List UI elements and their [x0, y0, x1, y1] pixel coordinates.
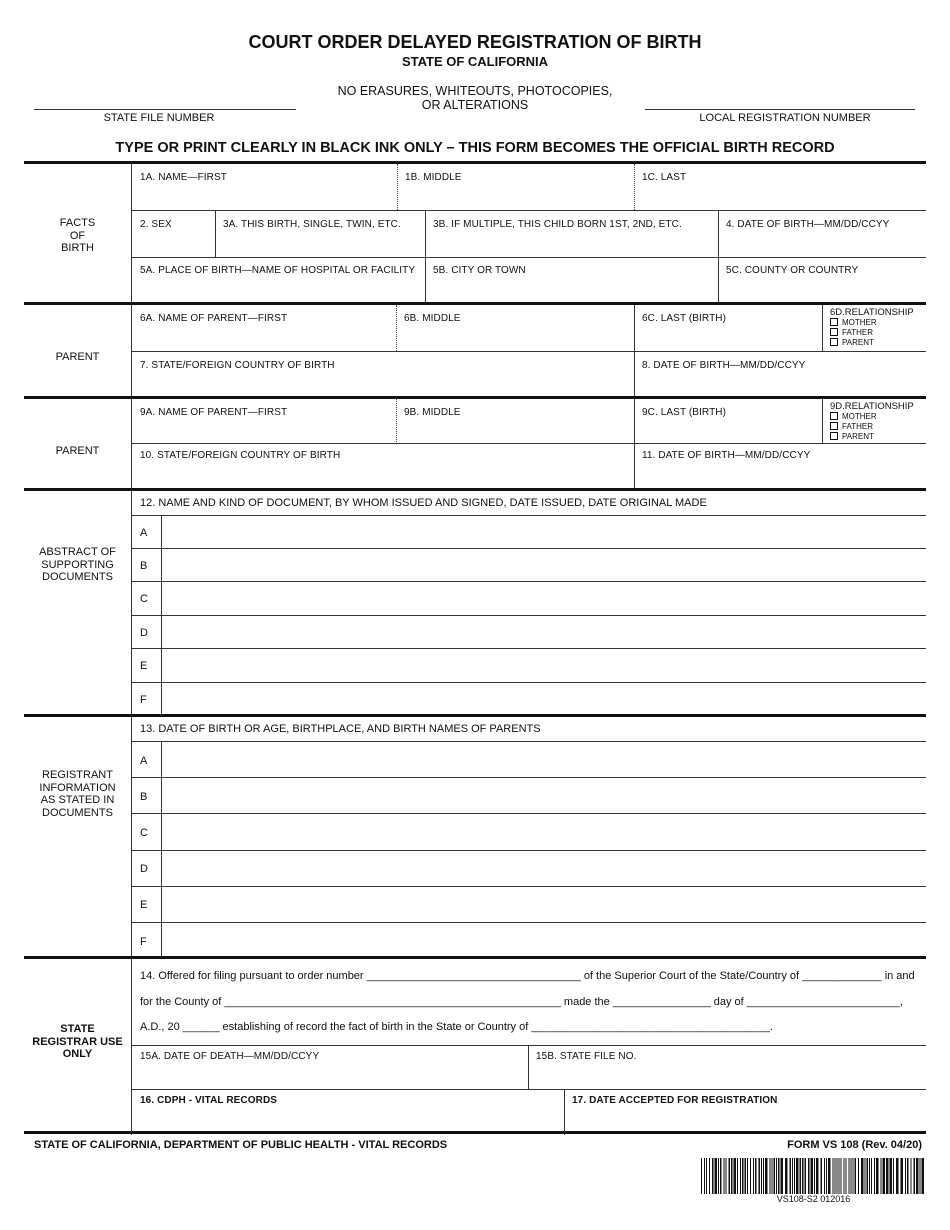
barcode-bar: [790, 1158, 792, 1194]
field-this-birth[interactable]: 3A. THIS BIRTH, SINGLE, TWIN, ETC.: [223, 219, 401, 230]
barcode-bar: [914, 1158, 916, 1194]
barcode-bar: [821, 1158, 823, 1194]
parent-2-last-name[interactable]: 9C. LAST (BIRTH): [642, 407, 727, 418]
checkbox-icon[interactable]: [830, 412, 838, 420]
parent-2-option-father[interactable]: FATHER: [830, 422, 914, 432]
barcode-bar: [796, 1158, 799, 1194]
barcode-bar: [737, 1158, 738, 1194]
barcode-bar: [893, 1158, 894, 1194]
barcode-bar: [706, 1158, 707, 1194]
barcode-bar: [886, 1158, 889, 1194]
barcode-bar: [785, 1158, 788, 1194]
barcode-bar: [792, 1158, 793, 1194]
barcode-bar: [724, 1158, 725, 1194]
barcode-bar: [774, 1158, 776, 1194]
barcode-bar: [763, 1158, 764, 1194]
barcode-bar: [855, 1158, 857, 1194]
abstract-row-e-letter: E: [140, 660, 148, 672]
field-place-of-birth[interactable]: 5A. PLACE OF BIRTH—NAME OF HOSPITAL OR FACILITY: [140, 265, 416, 276]
footer-agency: STATE OF CALIFORNIA, DEPARTMENT OF PUBLIC HEALTH - VITAL RECORDS: [34, 1139, 448, 1151]
barcode-bar: [865, 1158, 866, 1194]
abstract-row-d-letter: D: [140, 627, 148, 639]
registrant-row-d-letter: D: [140, 863, 148, 875]
barcode-bar: [709, 1158, 710, 1194]
registrant-row-c-letter: C: [140, 827, 148, 839]
parent-1-label: PARENT: [55, 351, 100, 363]
barcode-bar: [729, 1158, 731, 1194]
parent-2-middle-name[interactable]: 9B. MIDDLE: [404, 407, 461, 418]
barcode-bar: [874, 1158, 875, 1194]
checkbox-icon[interactable]: [830, 328, 838, 336]
field-date-accepted[interactable]: 17. DATE ACCEPTED FOR REGISTRATION: [572, 1095, 778, 1106]
registrant-section: [24, 714, 926, 959]
barcode-bar: [759, 1158, 761, 1194]
abstract-row-f-input[interactable]: [162, 683, 926, 716]
registrant-label: REGISTRANT INFORMATION AS STATED IN DOCUMENTS: [39, 769, 116, 819]
barcode-bar: [851, 1158, 852, 1194]
abstract-row-b-input[interactable]: [162, 549, 926, 581]
barcode-bar: [765, 1158, 768, 1194]
barcode-bar: [704, 1158, 705, 1194]
barcode-bar: [861, 1158, 864, 1194]
footer-form-number: FORM VS 108 (Rev. 04/20): [787, 1139, 922, 1151]
barcode-bar: [753, 1158, 754, 1194]
barcode-bar: [811, 1158, 814, 1194]
registrar-line-ad[interactable]: A.D., 20 ______ establishing of record the fact of birth in the State or Country of _______________________________________.: [140, 1021, 773, 1033]
form-bottom-rule: [24, 1131, 926, 1134]
barcode-bar: [833, 1158, 834, 1194]
parent-2-country-of-birth[interactable]: 10. STATE/FOREIGN COUNTRY OF BIRTH: [140, 450, 341, 461]
parent-1-option-father[interactable]: FATHER: [830, 328, 914, 338]
barcode-bar: [905, 1158, 906, 1194]
barcode-bar: [828, 1158, 831, 1194]
instruction-banner: TYPE OR PRINT CLEARLY IN BLACK INK ONLY – THIS FORM BECOMES THE OFFICIAL BIRTH RECORD: [115, 140, 835, 156]
barcode-bar: [770, 1158, 771, 1194]
barcode-bar: [726, 1158, 727, 1194]
parent-1-last-name[interactable]: 6C. LAST (BIRTH): [642, 313, 727, 324]
checkbox-icon[interactable]: [830, 432, 838, 440]
parent-1-relationship: 6D.RELATIONSHIP MOTHER FATHER PARENT: [830, 307, 914, 347]
registrar-label: STATE REGISTRAR USE ONLY: [32, 1023, 123, 1060]
abstract-row-b-letter: B: [140, 560, 148, 572]
barcode-bar: [740, 1158, 741, 1194]
checkbox-icon[interactable]: [830, 422, 838, 430]
notice-line-2: OR ALTERATIONS: [421, 98, 529, 112]
barcode-bar: [745, 1158, 747, 1194]
field-county[interactable]: 5C. COUNTY OR COUNTRY: [726, 265, 859, 276]
barcode-bar: [916, 1158, 919, 1194]
parent-1-option-parent[interactable]: PARENT: [830, 338, 914, 348]
parent-1-first-name[interactable]: 6A. NAME OF PARENT—FIRST: [140, 313, 288, 324]
parent-2-option-mother[interactable]: MOTHER: [830, 412, 914, 422]
barcode-bar: [846, 1158, 847, 1194]
barcode-bar: [701, 1158, 702, 1194]
facts-of-birth-section: [24, 161, 926, 304]
parent-1-option-mother[interactable]: MOTHER: [830, 318, 914, 328]
barcode-bar: [881, 1158, 882, 1194]
state-file-number-line[interactable]: [34, 109, 296, 110]
field-name-last[interactable]: 1C. LAST: [642, 172, 687, 183]
barcode-bar: [776, 1158, 777, 1194]
abstract-heading: 12. NAME AND KIND OF DOCUMENT, BY WHOM ISSUED AND SIGNED, DATE ISSUED, DATE ORIGINAL MADE: [140, 497, 707, 509]
barcode-bar: [800, 1158, 802, 1194]
barcode-bar: [755, 1158, 757, 1194]
registrar-line-county[interactable]: for the County of _______________________________________________________ made the ________________ day of _________________________,: [140, 996, 903, 1008]
barcode-bar: [837, 1158, 838, 1194]
barcode-bar: [750, 1158, 751, 1194]
parent-2-date-of-birth[interactable]: 11. DATE OF BIRTH—MM/DD/CCYY: [642, 450, 811, 461]
parent-2-label: PARENT: [55, 445, 100, 457]
barcode-bar: [853, 1158, 854, 1194]
abstract-row-f-letter: F: [140, 694, 147, 706]
barcode-bar: [901, 1158, 904, 1194]
barcode-bar: [858, 1158, 859, 1194]
barcode-bar: [805, 1158, 807, 1194]
registrar-line-14[interactable]: 14. Offered for filing pursuant to order number ___________________________________ of the Superior Court of the State/Country of _____________ in and: [140, 970, 915, 982]
parent-1-section: [24, 302, 926, 399]
parent-2-option-parent[interactable]: PARENT: [830, 432, 914, 442]
notice-line-1: NO ERASURES, WHITEOUTS, PHOTOCOPIES,: [337, 84, 613, 98]
registrant-row-f-letter: F: [140, 936, 147, 948]
barcode-bar: [734, 1158, 737, 1194]
barcode-bar: [839, 1158, 840, 1194]
registrant-row-a-input[interactable]: [162, 742, 926, 777]
barcode-bar: [816, 1158, 819, 1194]
abstract-row-a-letter: A: [140, 527, 148, 539]
barcode-bar: [920, 1158, 921, 1194]
barcode-bar: [826, 1158, 827, 1194]
registrar-section: [24, 956, 926, 1135]
abstract-row-d-input[interactable]: [162, 616, 926, 648]
barcode-bar: [890, 1158, 893, 1194]
field-name-first[interactable]: 1A. NAME—FIRST: [140, 172, 227, 183]
registrant-row-b-letter: B: [140, 791, 148, 803]
parent-1-date-of-birth[interactable]: 8. DATE OF BIRTH—MM/DD/CCYY: [642, 360, 806, 371]
registrant-heading: 13. DATE OF BIRTH OR AGE, BIRTHPLACE, AND BIRTH NAMES OF PARENTS: [140, 723, 541, 735]
field-name-middle[interactable]: 1B. MIDDLE: [405, 172, 462, 183]
registrant-row-b-input[interactable]: [162, 778, 926, 813]
barcode-bar: [715, 1158, 718, 1194]
barcode-bar: [907, 1158, 909, 1194]
barcode-bar: [814, 1158, 815, 1194]
barcode-bar: [871, 1158, 872, 1194]
abstract-row-c-input[interactable]: [162, 582, 926, 615]
local-registration-number-line[interactable]: [645, 109, 915, 110]
field-birth-order[interactable]: 3B. IF MULTIPLE, THIS CHILD BORN 1ST, 2ND, ETC.: [433, 219, 682, 230]
field-cdph-vital-records[interactable]: 16. CDPH - VITAL RECORDS: [140, 1095, 278, 1106]
barcode-bar: [849, 1158, 850, 1194]
registrant-row-d-input[interactable]: [162, 851, 926, 886]
barcode-bar: [824, 1158, 825, 1194]
barcode-bar: [712, 1158, 714, 1194]
abstract-section: [24, 488, 926, 717]
parent-2-section: [24, 396, 926, 491]
barcode-bar: [883, 1158, 886, 1194]
barcode-bar: [794, 1158, 795, 1194]
barcode-bar: [772, 1158, 773, 1194]
barcode-bar: [876, 1158, 879, 1194]
abstract-row-c-letter: C: [140, 593, 148, 605]
barcode-bar: [720, 1158, 722, 1194]
registrant-row-a-letter: A: [140, 755, 148, 767]
barcode-bar: [841, 1158, 842, 1194]
barcode-bar: [778, 1158, 780, 1194]
field-date-of-death[interactable]: 15A. DATE OF DEATH—MM/DD/CCYY: [140, 1051, 320, 1062]
barcode-bar: [922, 1158, 925, 1194]
registrant-row-e-input[interactable]: [162, 887, 926, 922]
barcode-bar: [761, 1158, 762, 1194]
abstract-row-a-input[interactable]: [162, 516, 926, 548]
barcode-bar: [718, 1158, 719, 1194]
barcode-bar: [867, 1158, 869, 1194]
field-date-of-birth[interactable]: 4. DATE OF BIRTH—MM/DD/CCYY: [726, 219, 890, 230]
registrant-row-e-letter: E: [140, 899, 148, 911]
checkbox-icon[interactable]: [830, 338, 838, 346]
field-sex[interactable]: 2. SEX: [140, 219, 172, 230]
barcode-text: VS108-S2 012016: [701, 1194, 926, 1204]
field-city[interactable]: 5B. CITY OR TOWN: [433, 265, 526, 276]
barcode-bar: [844, 1158, 845, 1194]
barcode-bar: [802, 1158, 804, 1194]
barcode-bar: [911, 1158, 912, 1194]
barcode-bar: [742, 1158, 744, 1194]
abstract-label: ABSTRACT OF SUPPORTING DOCUMENTS: [39, 546, 116, 583]
barcode-bar: [747, 1158, 748, 1194]
state-file-number-label: STATE FILE NUMBER: [103, 112, 215, 124]
barcode-bar: [731, 1158, 733, 1194]
parent-2-relationship: 9D.RELATIONSHIP MOTHER FATHER PARENT: [830, 401, 914, 441]
parent-1-middle-name[interactable]: 6B. MIDDLE: [404, 313, 461, 324]
barcode-bar: [869, 1158, 870, 1194]
barcode-bar: [835, 1158, 836, 1194]
barcode-bar: [781, 1158, 784, 1194]
field-state-file-no[interactable]: 15B. STATE FILE NO.: [536, 1051, 637, 1062]
registrant-row-c-input[interactable]: [162, 814, 926, 850]
barcode-bar: [808, 1158, 810, 1194]
local-registration-number-label: LOCAL REGISTRATION NUMBER: [699, 112, 871, 124]
barcode-bar: [896, 1158, 899, 1194]
registrant-row-f-input[interactable]: [162, 923, 926, 958]
checkbox-icon[interactable]: [830, 318, 838, 326]
parent-1-country-of-birth[interactable]: 7. STATE/FOREIGN COUNTRY OF BIRTH: [140, 360, 335, 371]
facts-of-birth-label: FACTS OF BIRTH: [59, 217, 96, 254]
parent-2-first-name[interactable]: 9A. NAME OF PARENT—FIRST: [140, 407, 288, 418]
form-title: COURT ORDER DELAYED REGISTRATION OF BIRTH: [248, 32, 702, 52]
form-subtitle: STATE OF CALIFORNIA: [401, 54, 549, 69]
abstract-row-e-input[interactable]: [162, 649, 926, 682]
